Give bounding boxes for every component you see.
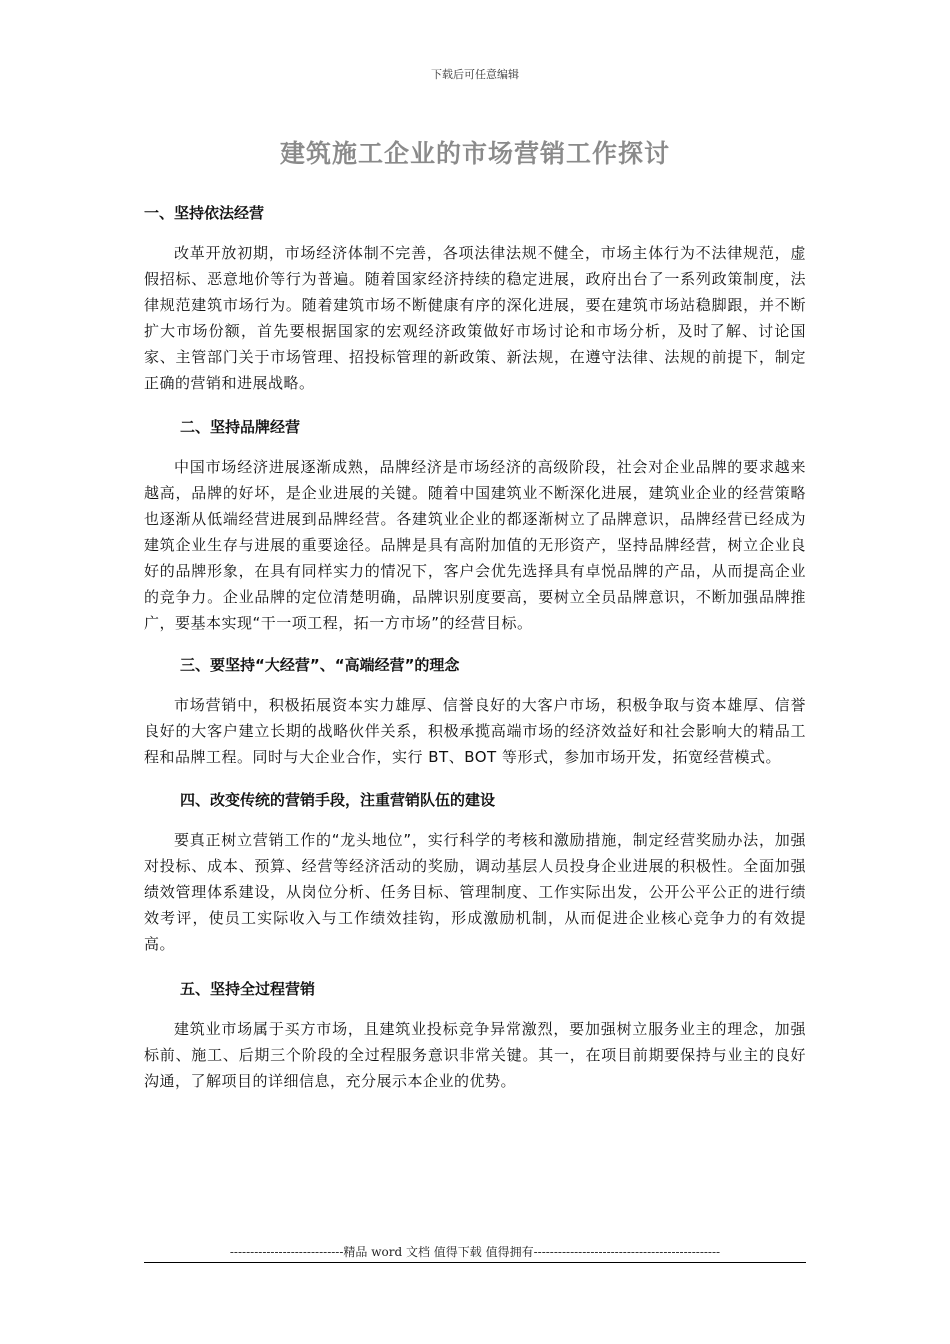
section-paragraph-5: 建筑业市场属于买方市场，且建筑业投标竞争异常激烈，要加强树立服务业主的理念，加强标前、施工、后期三个阶段的全过程服务意识非常关键。其一，在项目前期要保持与业主的良好沟通，了解项目的详细信息，充分展示本企业的优势。 bbox=[144, 1020, 806, 1090]
section-paragraph-3: 市场营销中，积极拓展资本实力雄厚、信誉良好的大客户市场，积极争取与资本雄厚、信誉良好的大客户建立长期的战略伙伴关系，积极承揽高端市场的经济效益好和社会影响大的精品工程和品牌工程。同时与大企业合作，实行 BT、BOT 等形式，参加市场开发，拓宽经营模式。 bbox=[144, 696, 806, 766]
header-note: 下载后可任意编辑 bbox=[431, 68, 519, 81]
footer-note: ----------------------------精品 word 文档 值得下载 值得拥有---------------------------------------------- bbox=[229, 1245, 721, 1259]
document-title: 建筑施工企业的市场营销工作探讨 bbox=[279, 139, 670, 168]
section-heading-4: 四、改变传统的营销手段，注重营销队伍的建设 bbox=[180, 791, 496, 809]
document-body bbox=[144, 200, 806, 1094]
section-heading-3: 三、要坚持“大经营”、“高端经营”的理念 bbox=[180, 656, 460, 674]
section-paragraph-1: 改革开放初期，市场经济体制不完善，各项法律法规不健全，市场主体行为不法律规范，虚假招标、恶意地价等行为普遍。随着国家经济持续的稳定进展，政府出台了一系列政策制度，法律规范建筑市场行为。随着建筑市场不断健康有序的深化进展，要在建筑市场站稳脚跟，并不断扩大市场份额，首先要根据国家的宏观经济政策做好市场讨论和市场分析，及时了解、讨论国家、主管部门关于市场管理、招投标管理的新政策、新法规，在遵守法律、法规的前提下，制定正确的营销和进展战略。 bbox=[144, 244, 806, 392]
footer-divider bbox=[144, 1262, 806, 1263]
section-heading-5: 五、坚持全过程营销 bbox=[180, 980, 316, 998]
section-paragraph-4: 要真正树立营销工作的“龙头地位”，实行科学的考核和激励措施，制定经营奖励办法，加强对投标、成本、预算、经营等经济活动的奖励，调动基层人员投身企业进展的积极性。全面加强绩效管理体系建设，从岗位分析、任务目标、管理制度、工作实际出发，公开公平公正的进行绩效考评，使员工实际收入与工作绩效挂钩，形成激励机制，从而促进企业核心竞争力的有效提高。 bbox=[144, 831, 806, 953]
section-heading-2: 二、坚持品牌经营 bbox=[180, 418, 301, 436]
section-heading-1: 一、坚持依法经营 bbox=[144, 204, 265, 222]
section-paragraph-2: 中国市场经济进展逐渐成熟，品牌经济是市场经济的高级阶段，社会对企业品牌的要求越来越高，品牌的好坏，是企业进展的关键。随着中国建筑业不断深化进展，建筑业企业的经营策略也逐渐从低端经营进展到品牌经营。各建筑业企业的都逐渐树立了品牌意识，品牌经营已经成为建筑企业生存与进展的重要途径。品牌是具有高附加值的无形资产，坚持品牌经营，树立企业良好的品牌形象，在具有同样实力的情况下，客户会优先选择具有卓悦品牌的产品，从而提高企业的竞争力。企业品牌的定位清楚明确，品牌识别度要高，要树立全员品牌意识，不断加强品牌推广，要基本实现“干一项工程，拓一方市场”的经营目标。 bbox=[144, 458, 806, 632]
